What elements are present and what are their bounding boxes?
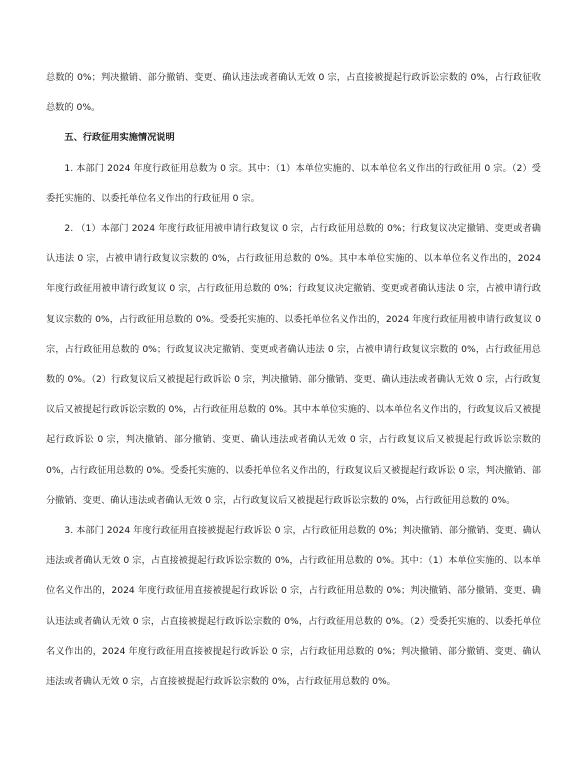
paragraph-1: 1. 本部门 2024 年度行政征用总数为 0 宗。其中：（1）本单位实施的、以本单位名义作出的行政征用 0 宗。（2）受委托实施的、以委托单位名义作出的行政征用 0 宗。	[46, 162, 541, 204]
section-heading: 五、行政征用实施情况说明	[64, 132, 175, 144]
paragraph-3: 3. 本部门 2024 年度行政征用直接被提起行政诉讼 0 宗，占行政征用总数的 0%；判决撤销、部分撤销、变更、确认违法或者确认无效 0 宗，占直接被提起行政诉讼宗数的 0%，占行政征用总数的 0%。其中：（1）本单位实施的、以本单位名义作出的，2024 年度行政征用直接被提起行政诉讼 0 宗，占行政征用总数的 0%；判决撤销、部分撤销、变更、确认违法或者确认无效 0 宗，占直接被提起行政诉讼宗数的 0%，占行政征用总数的 0%。（2）受委托实施的、以委托单位名义作出的，2024 年度行政征用直接被提起行政诉讼 0 宗，占行政征用总数的 0%；判决撤销、部分撤销、变更、确认违法或者确认无效 0 宗，占直接被提起行政诉讼宗数的 0%，占行政征用总数的 0%。	[46, 525, 541, 688]
continuation-paragraph: 总数的 0%；判决撤销、部分撤销、变更、确认违法或者确认无效 0 宗，占直接被提起行政诉讼宗数的 0%，占行政征收总数的 0%。	[46, 72, 541, 114]
paragraph-2: 2. （1）本部门 2024 年度行政征用被申请行政复议 0 宗，占行政征用总数的 0%；行政复议决定撤销、变更或者确认违法 0 宗，占被申请行政复议宗数的 0%，占行政征用总数的 0%。其中本单位实施的、以本单位名义作出的，2024 年度行政征用被申请行政复议 0 宗，占行政征用总数的 0%；行政复议决定撤销、变更或者确认违法 0 宗，占被申请行政复议宗数的 0%，占行政征用总数的 0%。受委托实施的、以委托单位名义作出的，2024 年度行政征用被申请行政复议 0 宗，占行政征用总数的 0%；行政复议决定撤销、变更或者确认违法 0 宗，占被申请行政复议宗数的 0%，占行政征用总数的 0%。（2）行政复议后又被提起行政诉讼 0 宗，判决撤销、部分撤销、变更、确认违法或者确认无效 0 宗，占行政复议后又被提起行政诉讼宗数的 0%，占行政征用总数的 0%。其中本单位实施的、以本单位名义作出的，行政复议后又被提起行政诉讼 0 宗，判决撤销、部分撤销、变更、确认违法或者确认无效 0 宗，占行政复议后又被提起行政诉讼宗数的 0%，占行政征用总数的 0%。受委托实施的、以委托单位名义作出的，行政复议后又被提起行政诉讼 0 宗，判决撤销、部分撤销、变更、确认违法或者确认无效 0 宗，占行政复议后又被提起行政诉讼宗数的 0%，占行政征用总数的 0%。	[46, 223, 541, 506]
